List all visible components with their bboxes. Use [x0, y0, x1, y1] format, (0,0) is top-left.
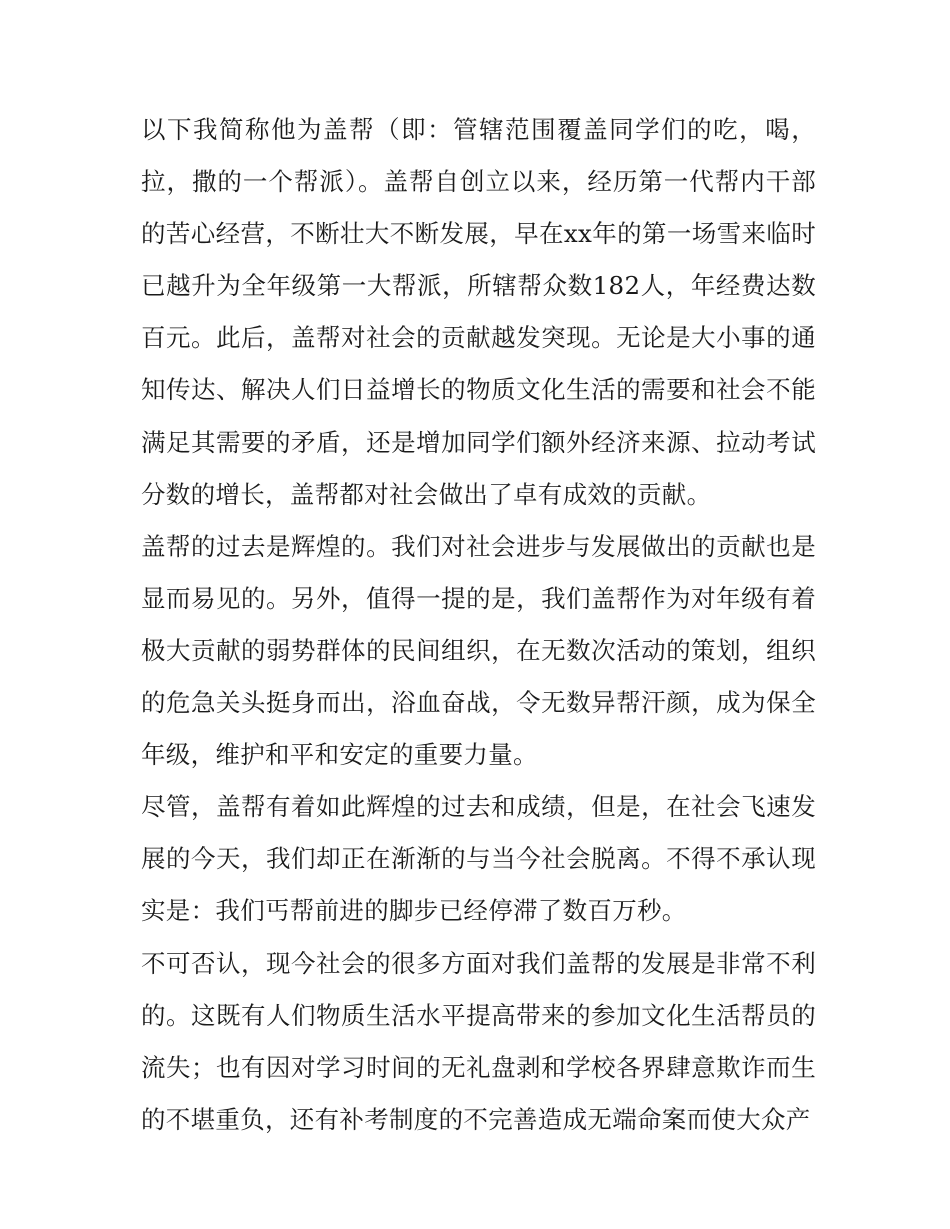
paragraph-2: 盖帮的过去是辉煌的。我们对社会进步与发展做出的贡献也是显而易见的。另外，值得一提的是，我们盖帮作为对年级有着极大贡献的弱势群体的民间组织，在无数次活动的策划，组织的危急关头挺身而出，浴血奋战，令无数异帮汗颜，成为保全年级，维护和平和安定的重要力量。 — [141, 531, 816, 770]
paragraph-1: 以下我简称他为盖帮（即：管辖范围覆盖同学们的吃，喝，拉，撒的一个帮派）。盖帮自创立以来，经历第一代帮内干部的苦心经营，不断壮大不断发展，早在xx年的第一场雪来临时已越升为全年级第一大帮派，所辖帮众数182人，年经费达数百元。此后，盖帮对社会的贡献越发突现。无论是大小事的通知传达、解决人们日益增长的物质文化生活的需要和社会不能满足其需要的矛盾，还是增加同学们额外经济来源、拉动考试分数的增长，盖帮都对社会做出了卓有成效的贡献。 — [141, 115, 816, 509]
paragraph-4: 不可否认，现今社会的很多方面对我们盖帮的发展是非常不利的。这既有人们物质生活水平提高带来的参加文化生活帮员的流失；也有因对学习时间的无礼盘剥和学校各界肆意欺诈而生的不堪重负，还有补考制度的不完善造成无端命案而使大众产 — [141, 948, 816, 1134]
document-body — [141, 104, 816, 1146]
paragraph-3: 尽管，盖帮有着如此辉煌的过去和成绩，但是，在社会飞速发展的今天，我们却正在渐渐的与当今社会脱离。不得不承认现实是：我们丐帮前进的脚步已经停滞了数百万秒。 — [141, 792, 816, 926]
